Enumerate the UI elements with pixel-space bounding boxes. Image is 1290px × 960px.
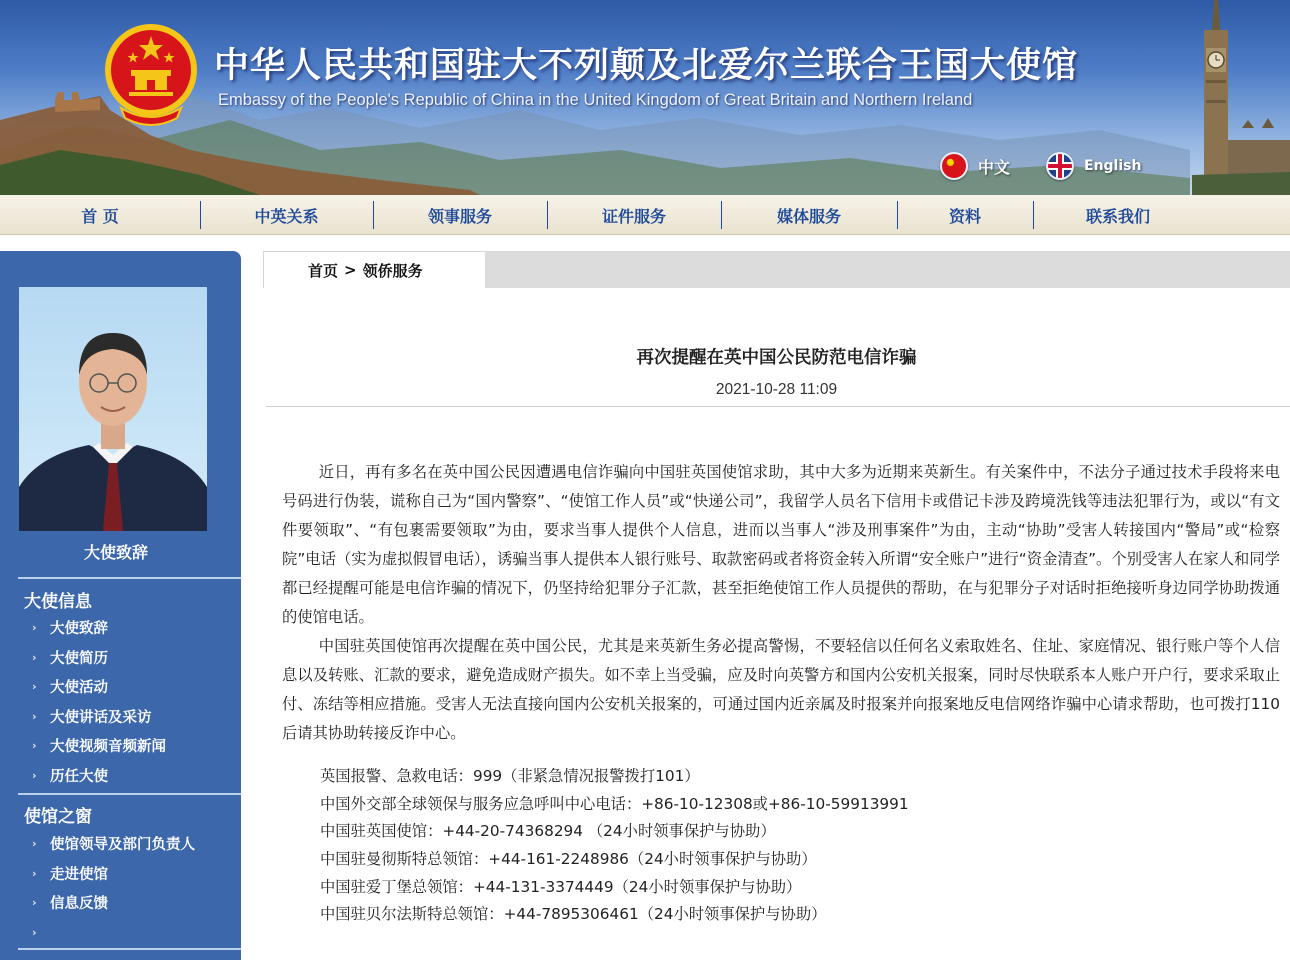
contact-item-mfa-hotline: 中国外交部全球领保与服务应急呼叫中心电话：+86-10-12308或+86-10-59913991	[320, 794, 909, 813]
language-english-link[interactable]	[1046, 152, 1141, 180]
chevron-right-icon: ›	[32, 650, 37, 664]
breadcrumb-current[interactable]: 领侨服务	[362, 261, 423, 280]
sidebar-item-ambassador-biography[interactable]	[32, 643, 166, 673]
chevron-right-icon: ›	[32, 680, 37, 694]
nav-media-services[interactable]: 媒体服务	[721, 195, 897, 235]
header-banner	[0, 0, 1290, 195]
sidebar-item-former-ambassadors[interactable]	[32, 761, 166, 791]
sidebar-item-label: 大使讲话及采访	[50, 709, 152, 726]
sidebar-item-label: 大使视频音频新闻	[50, 739, 166, 756]
chevron-right-icon: ›	[32, 925, 37, 939]
sidebar-list-embassy	[32, 829, 195, 947]
sidebar-item-ambassador-activities[interactable]	[32, 672, 166, 702]
language-chinese-label: 中文	[978, 157, 1011, 177]
uk-flag-icon	[1046, 152, 1074, 180]
breadcrumb-separator: >	[344, 261, 357, 279]
ambassador-speech-link[interactable]: 大使致辞	[83, 543, 148, 562]
article-body	[282, 458, 1280, 748]
china-flag-icon	[940, 152, 968, 180]
contact-item-consulate-manchester: 中国驻曼彻斯特总领馆：+44-161-2248986（24小时领事保护与协助）	[320, 850, 817, 869]
sidebar-item-label: 信息反馈	[50, 896, 108, 913]
sidebar-item-visit-embassy[interactable]	[32, 859, 195, 889]
sidebar-item-label: 使馆领导及部门负责人	[50, 837, 195, 854]
chevron-right-icon: ›	[32, 768, 37, 782]
sidebar-item-label: 大使致辞	[50, 621, 108, 638]
nav-china-uk-relations[interactable]: 中英关系	[200, 195, 373, 235]
sidebar-item-ambassador-speeches[interactable]	[32, 702, 166, 732]
breadcrumb-home[interactable]: 首页	[308, 261, 339, 280]
nav-resources[interactable]: 资料	[897, 195, 1033, 235]
nav-contact-us[interactable]: 联系我们	[1033, 195, 1203, 235]
sidebar-item-feedback[interactable]	[32, 888, 195, 918]
sidebar-list-ambassador	[32, 613, 166, 790]
article-paragraph: 中国驻英国使馆再次提醒在英中国公民，尤其是来英新生务必提高警惕，不要轻信以任何名义索取姓名、住址、家庭情况、银行账户等个人信息以及转账、汇款的要求，避免造成财产损失。如不幸上当受骗，应及时向英警方和国内公安机关报案，同时尽快联系本人账户开户行，要求采取止付、冻结等相应措施。受害人无法直接向国内公安机关报案的，可通过国内近亲属及时报案并向报案地反电信网络诈骗中心请求帮助，也可拨打110后请其协助转接反诈中心。	[282, 637, 1280, 742]
chevron-right-icon: ›	[32, 837, 37, 851]
sidebar-divider	[18, 948, 241, 950]
nav-consular-services[interactable]: 领事服务	[373, 195, 547, 235]
contact-item-uk-emergency: 英国报警、急救电话：999（非紧急情况报警拨打101）	[320, 767, 700, 785]
sidebar	[0, 251, 241, 960]
nav-home[interactable]: 首 页	[81, 206, 119, 226]
sidebar-item-ambassador-speech[interactable]	[32, 613, 166, 643]
sidebar-section-ambassador-info: 大使信息	[24, 592, 92, 612]
sidebar-item-embassy-leaders[interactable]	[32, 829, 195, 859]
sidebar-item-label: 大使简历	[50, 650, 108, 667]
chevron-right-icon: ›	[32, 621, 37, 635]
big-ben-image	[1192, 0, 1290, 195]
ambassador-photo	[19, 287, 207, 531]
sidebar-item-label: 历任大使	[50, 768, 108, 785]
national-emblem-icon	[103, 22, 199, 126]
sidebar-item-ambassador-media[interactable]	[32, 731, 166, 761]
article-title: 再次提醒在英中国公民防范电信诈骗	[636, 348, 917, 368]
main-navigation	[0, 195, 1290, 235]
sidebar-divider	[18, 577, 241, 579]
contact-item-consulate-edinburgh: 中国驻爱丁堡总领馆：+44-131-3374449（24小时领事保护与协助）	[320, 877, 802, 896]
nav-document-services[interactable]: 证件服务	[547, 195, 721, 235]
sidebar-item-label: 大使活动	[50, 680, 108, 697]
sidebar-item-more[interactable]	[32, 918, 195, 948]
breadcrumb	[263, 251, 485, 288]
article-divider	[266, 406, 1290, 407]
embassy-title-english: Embassy of the People's Republic of China in the United Kingdom of Great Britain and Northern Ireland	[218, 91, 973, 109]
language-english-label: English	[1084, 158, 1142, 174]
chevron-right-icon: ›	[32, 866, 37, 880]
sidebar-section-embassy-window: 使馆之窗	[24, 807, 92, 827]
embassy-title-chinese: 中华人民共和国驻大不列颠及北爱尔兰联合王国大使馆	[214, 45, 1079, 86]
chevron-right-icon: ›	[32, 739, 37, 753]
article-date: 2021-10-28 11:09	[715, 381, 838, 398]
article-paragraph: 近日，再有多名在英中国公民因遭遇电信诈骗向中国驻英国使馆求助，其中大多为近期来英新生。有关案件中，不法分子通过技术手段将来电号码进行伪装，谎称自己为“国内警察”、“使馆工作人员”或“快递公司”，我留学人员名下信用卡或借记卡涉及跨境洗钱等违法犯罪行为，或以“有文件要领取”、“有包裹需要领取”为由，要求当事人提供个人信息，进而以当事人“涉及刑事案件”为由，主动“协助”受害人转接国内“警局”或“检察院”电话（实为虚拟假冒电话），诱骗当事人提供本人银行账号、取款密码或者将资金转入所谓“安全账户”进行“资金清查”。个别受害人在家人和同学都已经提醒可能是电信诈骗的情况下，仍坚持给犯罪分子汇款，甚至拒绝使馆工作人员提供的帮助，在与犯罪分子对话时拒绝接听身边同学协助拨通的使馆电话。	[282, 463, 1280, 626]
ambassador-portrait[interactable]	[19, 287, 207, 531]
contact-item-embassy-london: 中国驻英国使馆：+44-20-74368294 （24小时领事保护与协助）	[320, 822, 776, 841]
chevron-right-icon: ›	[32, 896, 37, 910]
contact-list	[320, 763, 909, 929]
contact-item-consulate-belfast: 中国驻贝尔法斯特总领馆：+44-7895306461（24小时领事保护与协助）	[320, 905, 827, 924]
sidebar-divider	[18, 793, 241, 795]
sidebar-item-label: 走进使馆	[50, 866, 108, 883]
language-chinese-link[interactable]	[940, 152, 1010, 180]
chevron-right-icon: ›	[32, 709, 37, 723]
